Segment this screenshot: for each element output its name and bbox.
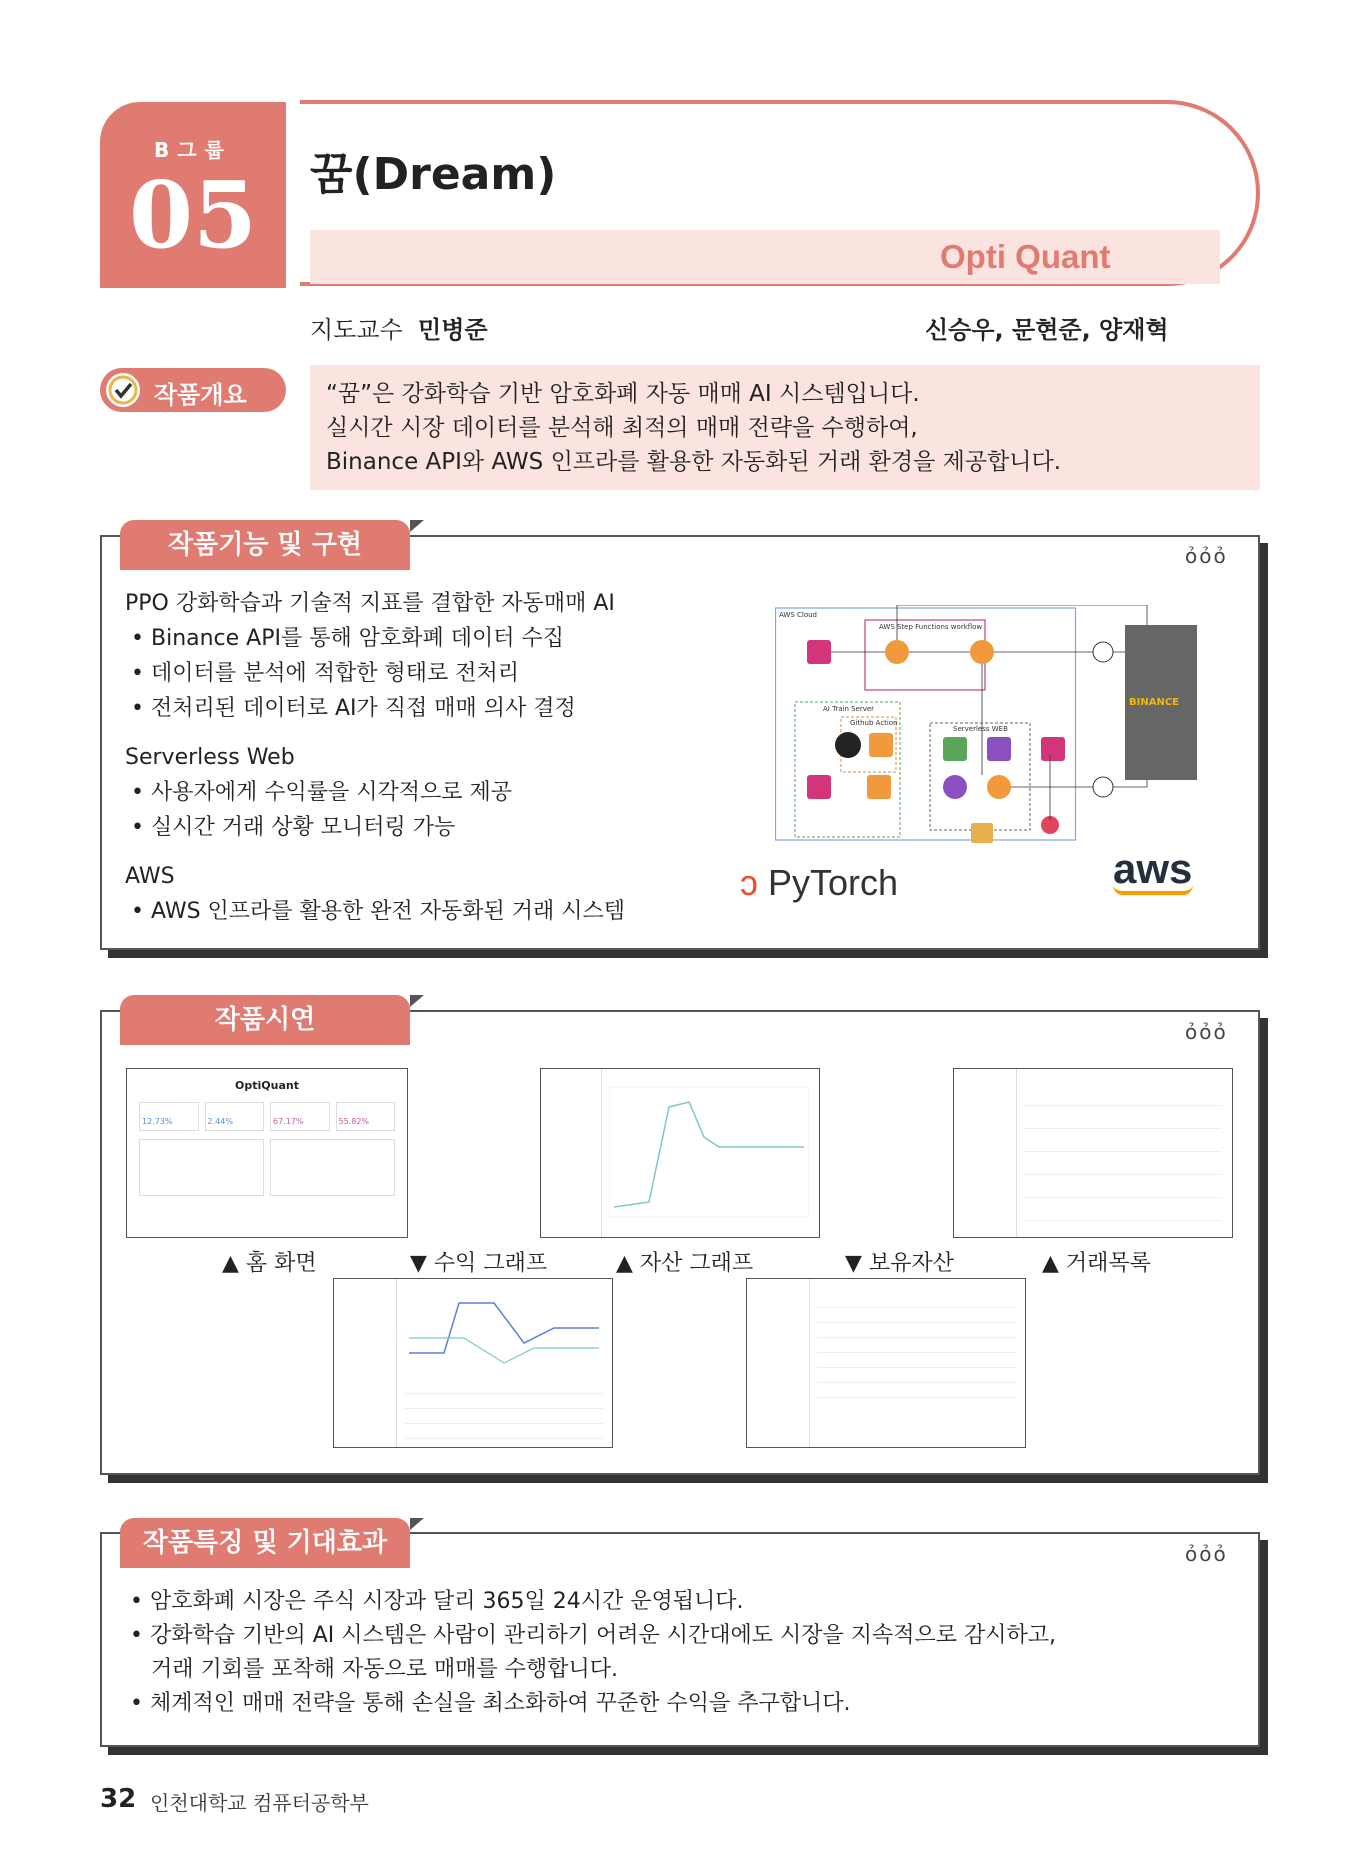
caption-home: ▲ 홈 화면 <box>222 1251 317 1276</box>
page-title: 꿈(Dream) <box>310 149 557 200</box>
features-tab: 작품기능 및 구현 <box>120 520 410 570</box>
caption-asset: ▲ 자산 그래프 <box>616 1251 754 1276</box>
stat-card: 12.73% <box>139 1102 199 1131</box>
binder-rings-icon: ỏỏỏ <box>1185 1020 1228 1044</box>
footer-org: 인천대학교 컴퓨터공학부 <box>150 1791 369 1815</box>
overview-line: “꿈”은 강화학습 기반 암호화폐 자동 매매 AI 시스템입니다. <box>326 381 920 407</box>
page-number: 32 <box>100 1784 137 1814</box>
overview-line: 실시간 시장 데이터를 분석해 최적의 매매 전략을 수행하여, <box>326 415 918 441</box>
feature-item: • 사용자에게 수익률을 시각적으로 제공 <box>131 780 512 805</box>
holdings-screenshot <box>953 1068 1233 1238</box>
features-list <box>125 586 765 929</box>
aws-logo: aws <box>1113 845 1193 895</box>
caption-holdings: ▼ 보유자산 <box>845 1251 954 1276</box>
advisor-label: 지도교수 <box>310 316 403 344</box>
stat-card: 55.82% <box>336 1102 396 1131</box>
stat-card: 67.17% <box>270 1102 330 1131</box>
effect-line: • 체계적인 매매 전략을 통해 손실을 최소화하여 꾸준한 수익을 추구합니다. <box>130 1691 851 1716</box>
stat-card: 2.44% <box>205 1102 265 1131</box>
app-title: OptiQuant <box>235 1079 299 1092</box>
feature-item: • 전처리된 데이터로 AI가 직접 매매 의사 결정 <box>131 696 576 721</box>
step-functions-label: AWS Step Functions workflow <box>879 623 983 631</box>
overview-line: Binance API와 AWS 인프라를 활용한 자동화된 거래 환경을 제공합니다. <box>326 449 1062 475</box>
advisor <box>310 310 488 345</box>
profit-graph-screenshot <box>540 1068 820 1238</box>
asset-graph-screenshot <box>333 1278 613 1448</box>
feature-heading: AWS <box>125 864 175 889</box>
pytorch-flame-icon: ↄ <box>740 862 758 903</box>
overview-label-text: 작품개요 <box>154 381 247 409</box>
effects-tab: 작품특징 및 기대효과 <box>120 1518 410 1568</box>
aws-cloud-label: AWS Cloud <box>779 611 817 619</box>
caption-profit: ▼ 수익 그래프 <box>410 1251 548 1276</box>
effects-list <box>130 1585 1230 1721</box>
feature-heading: Serverless Web <box>125 745 295 770</box>
trade-list-screenshot <box>746 1278 1026 1448</box>
team-name: Opti Quant <box>940 238 1111 275</box>
binder-rings-icon: ỏỏỏ <box>1185 544 1228 568</box>
overview-label <box>100 368 286 412</box>
overview-text <box>310 365 1260 490</box>
effect-line: • 강화학습 기반의 AI 시스템은 사람이 관리하기 어려운 시간대에도 시장을 지속적으로 감시하고, <box>130 1623 1057 1648</box>
github-action-label: Github Action <box>850 719 898 727</box>
effect-line: 거래 기회를 포착해 자동으로 매매를 수행합니다. <box>130 1657 618 1682</box>
feature-item: • 실시간 거래 상황 모니터링 가능 <box>131 815 456 840</box>
advisor-name: 민병준 <box>418 316 488 344</box>
group-badge <box>100 102 286 288</box>
binance-label: BINANCE <box>1129 697 1179 708</box>
check-icon <box>106 373 140 407</box>
feature-item: • Binance API를 통해 암호화폐 데이터 수집 <box>131 626 564 651</box>
effect-line: • 암호화폐 시장은 주식 시장과 달리 365일 24시간 운영됩니다. <box>130 1589 744 1614</box>
members: 신승우, 문현준, 양재혁 <box>925 316 1169 344</box>
ai-train-label: AI Train Server <box>823 705 875 713</box>
pytorch-logo: ↄ PyTorch <box>740 862 899 903</box>
home-screenshot <box>126 1068 408 1238</box>
binder-rings-icon: ỏỏỏ <box>1185 1542 1228 1566</box>
group-label: B그룹 <box>154 138 232 162</box>
demo-tab: 작품시연 <box>120 995 410 1045</box>
group-number: 05 <box>128 161 258 269</box>
caption-trades: ▲ 거래목록 <box>1042 1251 1151 1276</box>
feature-item: • AWS 인프라를 활용한 완전 자동화된 거래 시스템 <box>131 899 626 924</box>
feature-heading: PPO 강화학습과 기술적 지표를 결합한 자동매매 AI <box>125 591 615 616</box>
serverless-web-label: Serverless WEB <box>953 725 1008 733</box>
feature-item: • 데이터를 분석에 적합한 형태로 전처리 <box>131 661 519 686</box>
architecture-diagram <box>775 605 1205 845</box>
profit-chart-thumb <box>609 1087 809 1217</box>
asset-chart-thumb <box>404 1293 604 1373</box>
